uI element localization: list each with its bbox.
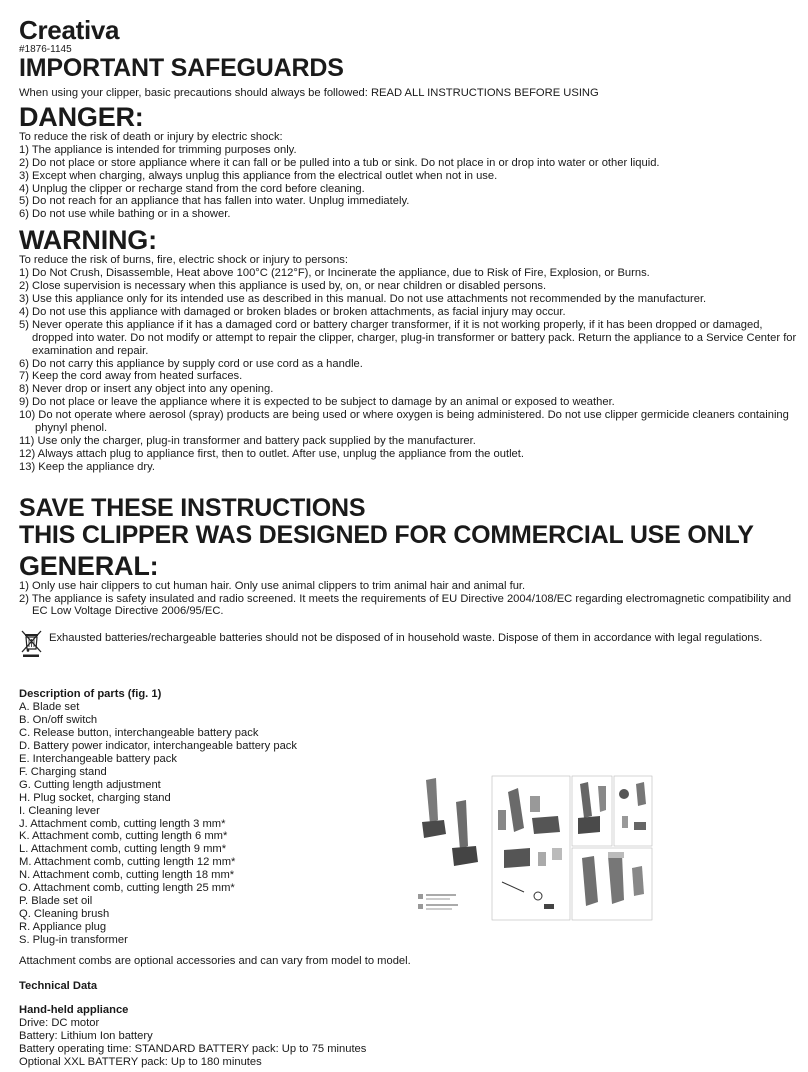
parts-note: Attachment combs are optional accessories and can vary from model to model. [19,954,411,967]
parts-illustration [412,772,654,922]
list-item: D. Battery power indicator, interchangeable battery pack [19,740,297,753]
list-item: 12) Always attach plug to appliance first, then to outlet. After use, unplug the appliance from the outlet. [19,447,524,460]
list-item: 1) The appliance is intended for trimming purposes only. [19,143,297,156]
list-item: B. On/off switch [19,714,98,727]
save-instructions-heading: SAVE THESE INSTRUCTIONS [19,493,366,522]
manual-page [19,16,799,1069]
list-item: 5) Never operate this appliance if it has a damaged cord or battery charger transformer, if it is not working properly, if it has been dropped or damaged, dropped into water. Do not modify or attempt to repair the clipper, charger, plug-in transformer or battery pack. Return the appliance to a Service Center for examination and repair. [19,318,797,357]
list-item: 2) Do not place or store appliance where it can fall or be pulled into a tub or sink. Do not place in or drop into water or other liquid. [19,156,660,169]
list-item: H. Plug socket, charging stand [19,791,171,804]
list-item: 4) Do not use this appliance with damaged or broken blades or broken attachments, as facial injury may occur. [19,305,566,318]
tech-line: Battery operating time: STANDARD BATTERY pack: Up to 75 minutes [19,1043,367,1056]
warning-list [19,267,799,474]
tech-data-title: Technical Data [19,979,98,992]
exploded-parts-panel [492,776,570,920]
list-item: 6) Do not carry this appliance by supply cord or use cord as a handle. [19,357,363,370]
list-item: 9) Do not place or leave the appliance where it is expected to be subject to damage by an animal or exposed to weather. [19,396,615,409]
list-item: 3) Except when charging, always unplug this appliance from the electrical outlet when not in use. [19,169,498,182]
warning-lead: To reduce the risk of burns, fire, electric shock or injury to persons: [19,254,348,267]
list-item: 1) Do Not Crush, Disassemble, Heat above 100°C (212°F), or Incinerate the appliance, due to Risk of Fire, Explosion, or Burns. [19,267,650,280]
usage-panel [614,776,652,846]
part-number: #1876-1145 [19,44,72,55]
danger-lead: To reduce the risk of death or injury by electric shock: [19,130,283,143]
clipper-on-stand-image [418,778,478,910]
list-item: G. Cutting length adjustment [19,778,161,791]
list-item: 7) Keep the cord away from heated surfaces. [19,370,243,383]
list-item: 8) Never drop or insert any object into any opening. [19,383,274,396]
list-item: P. Blade set oil [19,894,93,907]
list-item: S. Plug-in transformer [19,933,128,946]
tech-line: Optional XXL BATTERY pack: Up to 180 minutes [19,1056,262,1069]
parts-title: Description of parts (fig. 1) [19,688,162,701]
list-item: E. Interchangeable battery pack [19,753,177,765]
list-item: Q. Cleaning brush [19,907,110,920]
list-item: 3) Use this appliance only for its intended use as described in this manual. Do not use attachments not recommended by the manufacturer. [19,292,707,305]
intro-text: When using your clipper, basic precautions should always be followed: READ ALL INSTRUCTIONS BEFORE USING [19,87,599,99]
list-item: 4) Unplug the clipper or recharge stand from the cord before cleaning. [19,182,365,195]
list-item: 2) Close supervision is necessary when this appliance is used by, on, or near children or disabled persons. [19,280,547,293]
list-item: R. Appliance plug [19,920,107,933]
list-item: 11) Use only the charger, plug-in transformer and battery pack supplied by the manufacturer. [19,434,476,447]
disposal-text: Exhausted batteries/rechargeable batteries should not be disposed of in household waste. Dispose of them in accordance with legal regulations. [49,632,763,645]
parts-list [19,701,799,946]
list-item: J. Attachment comb, cutting length 3 mm* [19,817,226,830]
list-item: O. Attachment comb, cutting length 25 mm* [19,882,235,895]
danger-list [19,144,799,221]
list-item: 6) Do not use while bathing or in a shower. [19,208,231,221]
list-item: A. Blade set [19,701,80,714]
crossed-out-wheelie-bin-icon [19,628,45,658]
warning-heading: WARNING: [19,225,157,256]
list-item: K. Attachment comb, cutting length 6 mm* [19,830,228,843]
list-item: N. Attachment comb, cutting length 18 mm* [19,869,235,882]
list-item: 13) Keep the appliance dry. [19,460,155,473]
clipper-stand-panel [572,776,612,846]
list-item: I. Cleaning lever [19,804,100,817]
list-item: C. Release button, interchangeable battery pack [19,727,259,740]
list-item: M. Attachment comb, cutting length 12 mm* [19,856,236,869]
general-heading: GENERAL: [19,550,159,581]
page-title: IMPORTANT SAFEGUARDS [19,54,344,82]
list-item: 10) Do not operate where aerosol (spray) products are being used or where oxygen is being administered. Do not use clipper germicide cleaners containing phynyl phenol. [19,409,789,435]
list-item: L. Attachment comb, cutting length 9 mm* [19,843,227,856]
danger-heading: DANGER: [19,101,144,132]
general-list [19,580,799,619]
list-item: F. Charging stand [19,765,107,778]
tech-subtitle: Hand-held appliance [19,1004,129,1017]
tech-line: Drive: DC motor [19,1017,100,1030]
comb-attachment-panel [572,848,652,920]
brand-name: Creativa [19,15,120,45]
list-item: 2) The appliance is safety insulated and radio screened. It meets the requirements of EU Directive 2004/108/EC regarding electromagnetic compatibility and EC Low Voltage Directive 2006/95/EC. [19,592,792,618]
disposal-notice [19,628,799,658]
list-item: 5) Do not reach for an appliance that has fallen into water. Unplug immediately. [19,195,410,208]
list-item: 1) Only use hair clippers to cut human hair. Only use animal clippers to trim animal hair and animal fur. [19,579,526,592]
commercial-use-heading: THIS CLIPPER WAS DESIGNED FOR COMMERCIAL USE ONLY [19,520,754,549]
tech-line: Battery: Lithium Ion battery [19,1030,153,1043]
